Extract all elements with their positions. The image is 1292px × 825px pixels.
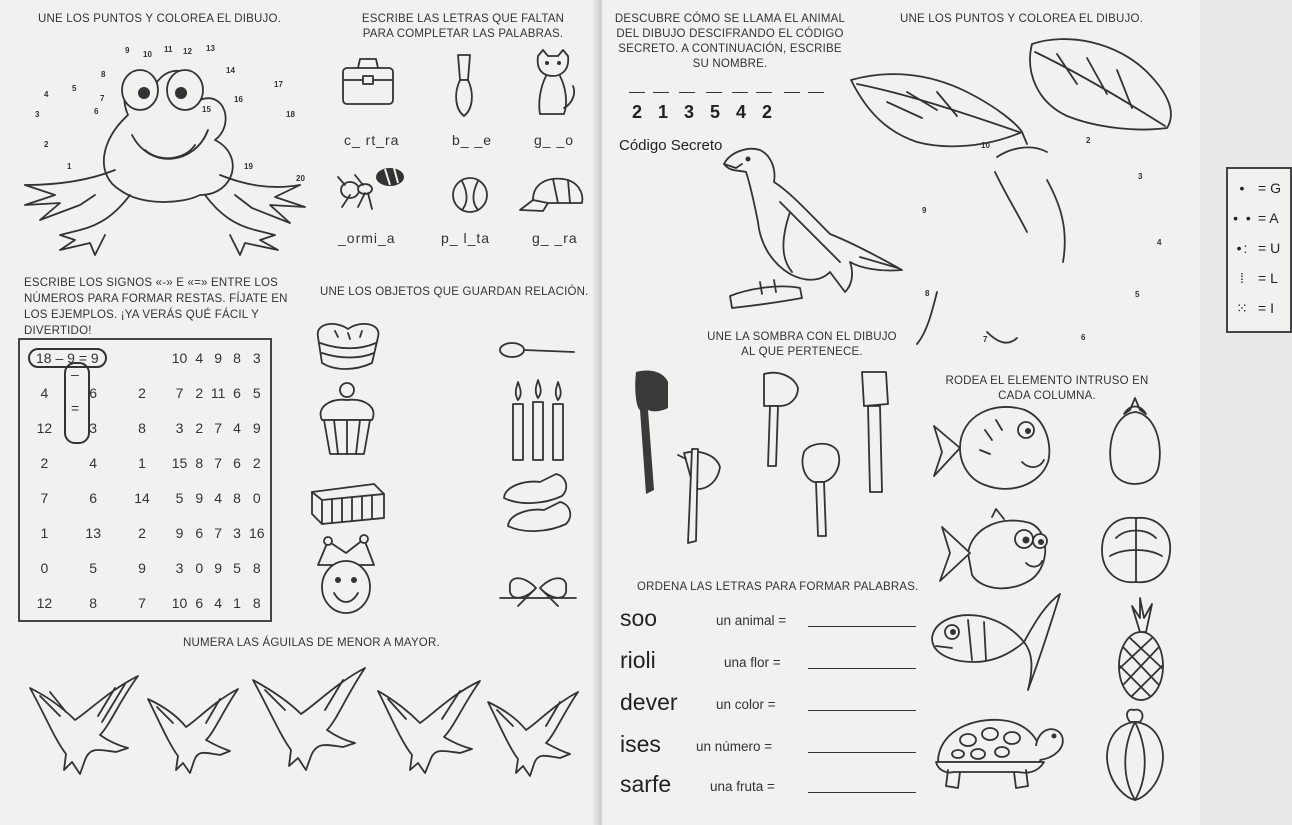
frog-dots-instruction: UNE LOS PUNTOS Y COLOREA EL DIBUJO. — [38, 13, 282, 25]
grid-cell: 4 — [40, 384, 49, 401]
dot-symbol: ⁙ — [1236, 299, 1250, 316]
grid-cell: 3 — [175, 559, 184, 576]
sponge-cake-icon — [308, 478, 388, 528]
secret-code-instruction: DESCUBRE CÓMO SE LLAMA EL ANIMAL DEL DIBUJO DESCIFRANDO EL CÓDIGO SECRETO. A CONTINUACIÓN, ESCRIBE SU NOMBRE. — [614, 13, 846, 70]
grid-cell: 9 — [195, 489, 204, 506]
grid-cell: 14 — [134, 489, 150, 506]
grid-cell: 9 — [138, 559, 146, 576]
grid-cell: 2 — [138, 384, 146, 401]
scrambled-word-4: ises — [620, 731, 661, 757]
onion-icon — [1100, 708, 1170, 803]
scrambled-word-2: rioli — [620, 647, 656, 673]
missing-word-6: g_ _ra — [532, 230, 578, 246]
dot-symbol: ⁞ — [1240, 270, 1246, 286]
grid-cell: 12 — [36, 594, 53, 611]
grid-cell: 1 — [138, 454, 146, 471]
answer-blank — [706, 92, 722, 93]
word-hint-3: un color = — [716, 697, 776, 712]
missing-word-4: _ormi_a — [338, 230, 396, 246]
eagles-instruction: NUMERA LAS ÁGUILAS DE MENOR A MAYOR. — [183, 637, 440, 649]
grid-cell: 3 — [252, 349, 261, 366]
eggplant-icon — [1100, 394, 1170, 494]
axe-icon-1 — [672, 445, 727, 545]
pineapple-icon — [1110, 596, 1170, 706]
grid-cell: 0 — [40, 559, 49, 576]
grid-cell: 8 — [138, 419, 146, 436]
answer-blank — [784, 92, 800, 93]
answer-blank — [629, 92, 645, 93]
right-page — [602, 0, 1281, 825]
ball-icon — [450, 175, 490, 215]
grid-cell: 8 — [195, 454, 204, 471]
grid-cell: 13 — [85, 524, 101, 541]
frog-dot-17: 17 — [274, 80, 283, 89]
grid-cell: 10 — [171, 349, 188, 366]
frog-dot-2: 2 — [44, 140, 49, 149]
subtraction-instruction: ESCRIBE LOS SIGNOS «-» E «=» ENTRE LOS NÚMEROS PARA FORMAR RESTAS. FÍJATE EN LOS EJEMPLOS. ¡YA VERÁS QUÉ FÁCIL Y DIVERTIDO! — [24, 277, 288, 337]
grid-cell: 6 — [233, 454, 241, 471]
fish-icon-1 — [930, 400, 1055, 495]
grid-cell: 8 — [252, 559, 261, 576]
apple-dot-2: 2 — [1086, 136, 1091, 145]
trowel-icon — [450, 50, 490, 120]
code-letter: = G — [1258, 180, 1281, 196]
cap-icon — [518, 175, 588, 220]
grid-cell: 2 — [195, 384, 204, 401]
grid-cell: 6 — [195, 524, 204, 541]
grid-cell: 8 — [233, 489, 241, 506]
grid-cell: 7 — [214, 454, 223, 471]
eagle-icon-3 — [243, 662, 368, 777]
grid-cell: 6 — [89, 384, 98, 401]
secret-number-5: 4 — [736, 102, 747, 122]
frog-dot-5: 5 — [72, 84, 77, 93]
secret-number-6: 2 — [762, 102, 773, 122]
grid-cell: 0 — [195, 559, 204, 576]
grid-cell: 8 — [252, 594, 261, 611]
secret-number-1: 2 — [632, 102, 643, 122]
grid-cell: 7 — [214, 419, 223, 436]
grid-cell: 11 — [210, 384, 226, 401]
grid-cell: 1 — [40, 524, 49, 541]
secret-number-2: 1 — [658, 102, 669, 122]
missing-word-1: c_ rt_ra — [344, 132, 400, 148]
answer-blank — [679, 92, 695, 93]
answer-line-2[interactable] — [808, 668, 916, 669]
grid-cell: 3 — [175, 419, 184, 436]
cake-icon — [310, 315, 390, 375]
eagle-icon-2 — [140, 685, 240, 780]
scrambled-word-5: sarfe — [620, 771, 672, 797]
apple-dot-9: 9 — [922, 206, 927, 215]
turtle-icon — [928, 712, 1068, 797]
dot-symbol: • — [1239, 180, 1247, 196]
frog-dot-4: 4 — [44, 90, 49, 99]
example-equals-sign: = — [71, 400, 80, 416]
grid-cell: 2 — [252, 454, 261, 471]
frog-dot-6: 6 — [94, 107, 99, 116]
secret-code-label: Código Secreto — [619, 137, 723, 154]
grid-cell: 0 — [252, 489, 261, 506]
eagle-icon-4 — [368, 675, 483, 780]
grid-cell: 1 — [233, 594, 241, 611]
eagle-icon-1 — [20, 670, 140, 780]
frog-dot-16: 16 — [234, 95, 243, 104]
scrambled-word-3: dever — [620, 689, 678, 715]
grid-cell: 5 — [233, 559, 241, 576]
missing-letters-instruction: ESCRIBE LAS LETRAS QUE FALTAN PARA COMPLETAR LAS PALABRAS. — [361, 13, 565, 40]
code-row — [1228, 293, 1290, 323]
code-letter: = A — [1258, 210, 1279, 226]
apple-dot-6: 6 — [1081, 333, 1086, 342]
grid-cell: 10 — [171, 594, 188, 611]
grid-cell: 4 — [89, 454, 98, 471]
frog-dot-3: 3 — [35, 110, 40, 119]
grid-cell: 2 — [40, 454, 49, 471]
apple-leaf-drawing — [847, 32, 1187, 362]
grid-cell: 6 — [233, 384, 241, 401]
briefcase-icon — [338, 56, 398, 106]
eagle-icon-5 — [480, 688, 580, 783]
word-hint-1: un animal = — [716, 613, 787, 628]
secret-number-4: 5 — [710, 102, 721, 122]
grid-cell: 4 — [233, 419, 241, 436]
code-row — [1228, 173, 1290, 203]
code-row — [1228, 203, 1290, 233]
code-letter: = L — [1258, 270, 1278, 286]
lettuce-icon — [1096, 508, 1176, 588]
grid-cell: 3 — [233, 524, 241, 541]
number-grid-table — [20, 340, 270, 620]
missing-word-2: b_ _e — [452, 132, 493, 148]
number-grid — [18, 338, 272, 622]
left-page — [0, 0, 598, 825]
fish-icon-2 — [932, 505, 1057, 600]
shoes-icon — [500, 468, 580, 538]
answer-line-4[interactable] — [808, 752, 916, 753]
grid-cell: 7 — [214, 524, 223, 541]
grid-cell: 12 — [36, 419, 53, 436]
jester-icon — [306, 535, 386, 620]
apple-dot-3: 3 — [1138, 172, 1143, 181]
answer-blank — [808, 92, 824, 93]
scramble-instruction: ORDENA LAS LETRAS PARA FORMAR PALABRAS. — [637, 581, 919, 593]
missing-word-5: p_ l_ta — [441, 230, 491, 246]
frog-dot-10: 10 — [143, 50, 152, 59]
grid-cell: 15 — [171, 454, 188, 471]
secret-code-key — [1226, 167, 1292, 333]
grid-cell: 4 — [195, 349, 204, 366]
code-row — [1228, 263, 1290, 293]
candles-icon — [505, 380, 575, 465]
dot-symbol: •: — [1236, 240, 1250, 256]
grid-cell: 9 — [214, 559, 223, 576]
grid-cell: 5 — [89, 559, 98, 576]
frog-dot-7: 7 — [100, 94, 105, 103]
word-hint-4: un número = — [696, 739, 773, 754]
grid-cell: 9 — [214, 349, 223, 366]
grid-cell: 3 — [89, 419, 98, 436]
code-row — [1228, 233, 1290, 263]
ant-icon — [330, 155, 410, 215]
answer-blank — [756, 92, 772, 93]
grid-cell: 2 — [195, 419, 204, 436]
frog-dot-19: 19 — [244, 162, 253, 171]
grid-cell: 8 — [233, 349, 241, 366]
grid-cell: 16 — [249, 524, 265, 541]
bow-icon — [498, 570, 578, 610]
answer-line-3[interactable] — [808, 710, 916, 711]
relation-instruction: UNE LOS OBJETOS QUE GUARDAN RELACIÓN. — [320, 286, 589, 298]
grid-cell: 8 — [89, 594, 98, 611]
shadow-instruction: UNE LA SOMBRA CON EL DIBUJO AL QUE PERTENECE. — [707, 331, 897, 358]
apple-dot-7: 7 — [983, 335, 988, 344]
spoon-icon — [498, 340, 578, 360]
intruder-instruction: RODEA EL ELEMENTO INTRUSO EN CADA COLUMNA. — [945, 375, 1149, 402]
grid-cell: 7 — [40, 489, 49, 506]
frog-dot-8: 8 — [101, 70, 106, 79]
answer-line-5[interactable] — [808, 792, 916, 793]
answer-line-1[interactable] — [808, 626, 916, 627]
grid-cell: 2 — [138, 524, 146, 541]
grid-cell: 9 — [175, 524, 184, 541]
answer-blank — [732, 92, 748, 93]
frog-dot-1: 1 — [67, 162, 72, 171]
apple-dot-5: 5 — [1135, 290, 1140, 299]
answer-blank — [653, 92, 669, 93]
secret-number-3: 3 — [684, 102, 695, 122]
scrambled-word-1: soo — [620, 605, 658, 631]
grid-cell — [20, 340, 166, 375]
cat-icon — [528, 48, 578, 118]
frog-dot-13: 13 — [206, 44, 215, 53]
fish-icon-3 — [924, 590, 1064, 695]
grid-cell: 7 — [175, 384, 184, 401]
frog-dot-18: 18 — [286, 110, 295, 119]
axe-icon-3 — [796, 440, 846, 540]
apple-dots-instruction: UNE LOS PUNTOS Y COLOREA EL DIBUJO. — [900, 13, 1144, 25]
grid-cell: 4 — [214, 489, 223, 506]
apple-dot-4: 4 — [1157, 238, 1162, 247]
cupcake-icon — [314, 380, 384, 460]
grid-cell: 5 — [175, 489, 184, 506]
grid-cell: 5 — [252, 384, 261, 401]
frog-dot-9: 9 — [125, 46, 130, 55]
example-row-equation: 18 – 9 = 9 — [28, 348, 107, 368]
dot-symbol: • • — [1233, 210, 1253, 226]
word-hint-5: una fruta = — [710, 779, 775, 794]
frog-dot-12: 12 — [183, 47, 192, 56]
grid-cell: 4 — [214, 594, 223, 611]
frog-dot-14: 14 — [226, 66, 235, 75]
grid-cell: 9 — [252, 419, 261, 436]
word-hint-2: una flor = — [724, 655, 781, 670]
example-minus-sign: – — [71, 366, 79, 382]
grid-cell: 6 — [89, 489, 98, 506]
code-letter: = U — [1258, 240, 1281, 256]
grid-cell: 7 — [138, 594, 146, 611]
frog-dot-15: 15 — [202, 105, 211, 114]
apple-dot-10: 10 — [981, 141, 990, 150]
frog-dot-11: 11 — [164, 45, 173, 54]
grid-cell: 6 — [195, 594, 204, 611]
code-letter: = I — [1258, 300, 1274, 316]
apple-dot-8: 8 — [925, 289, 930, 298]
frog-dot-20: 20 — [296, 174, 305, 183]
axe-icon-4 — [852, 368, 902, 498]
missing-word-3: g_ _o — [534, 132, 575, 148]
